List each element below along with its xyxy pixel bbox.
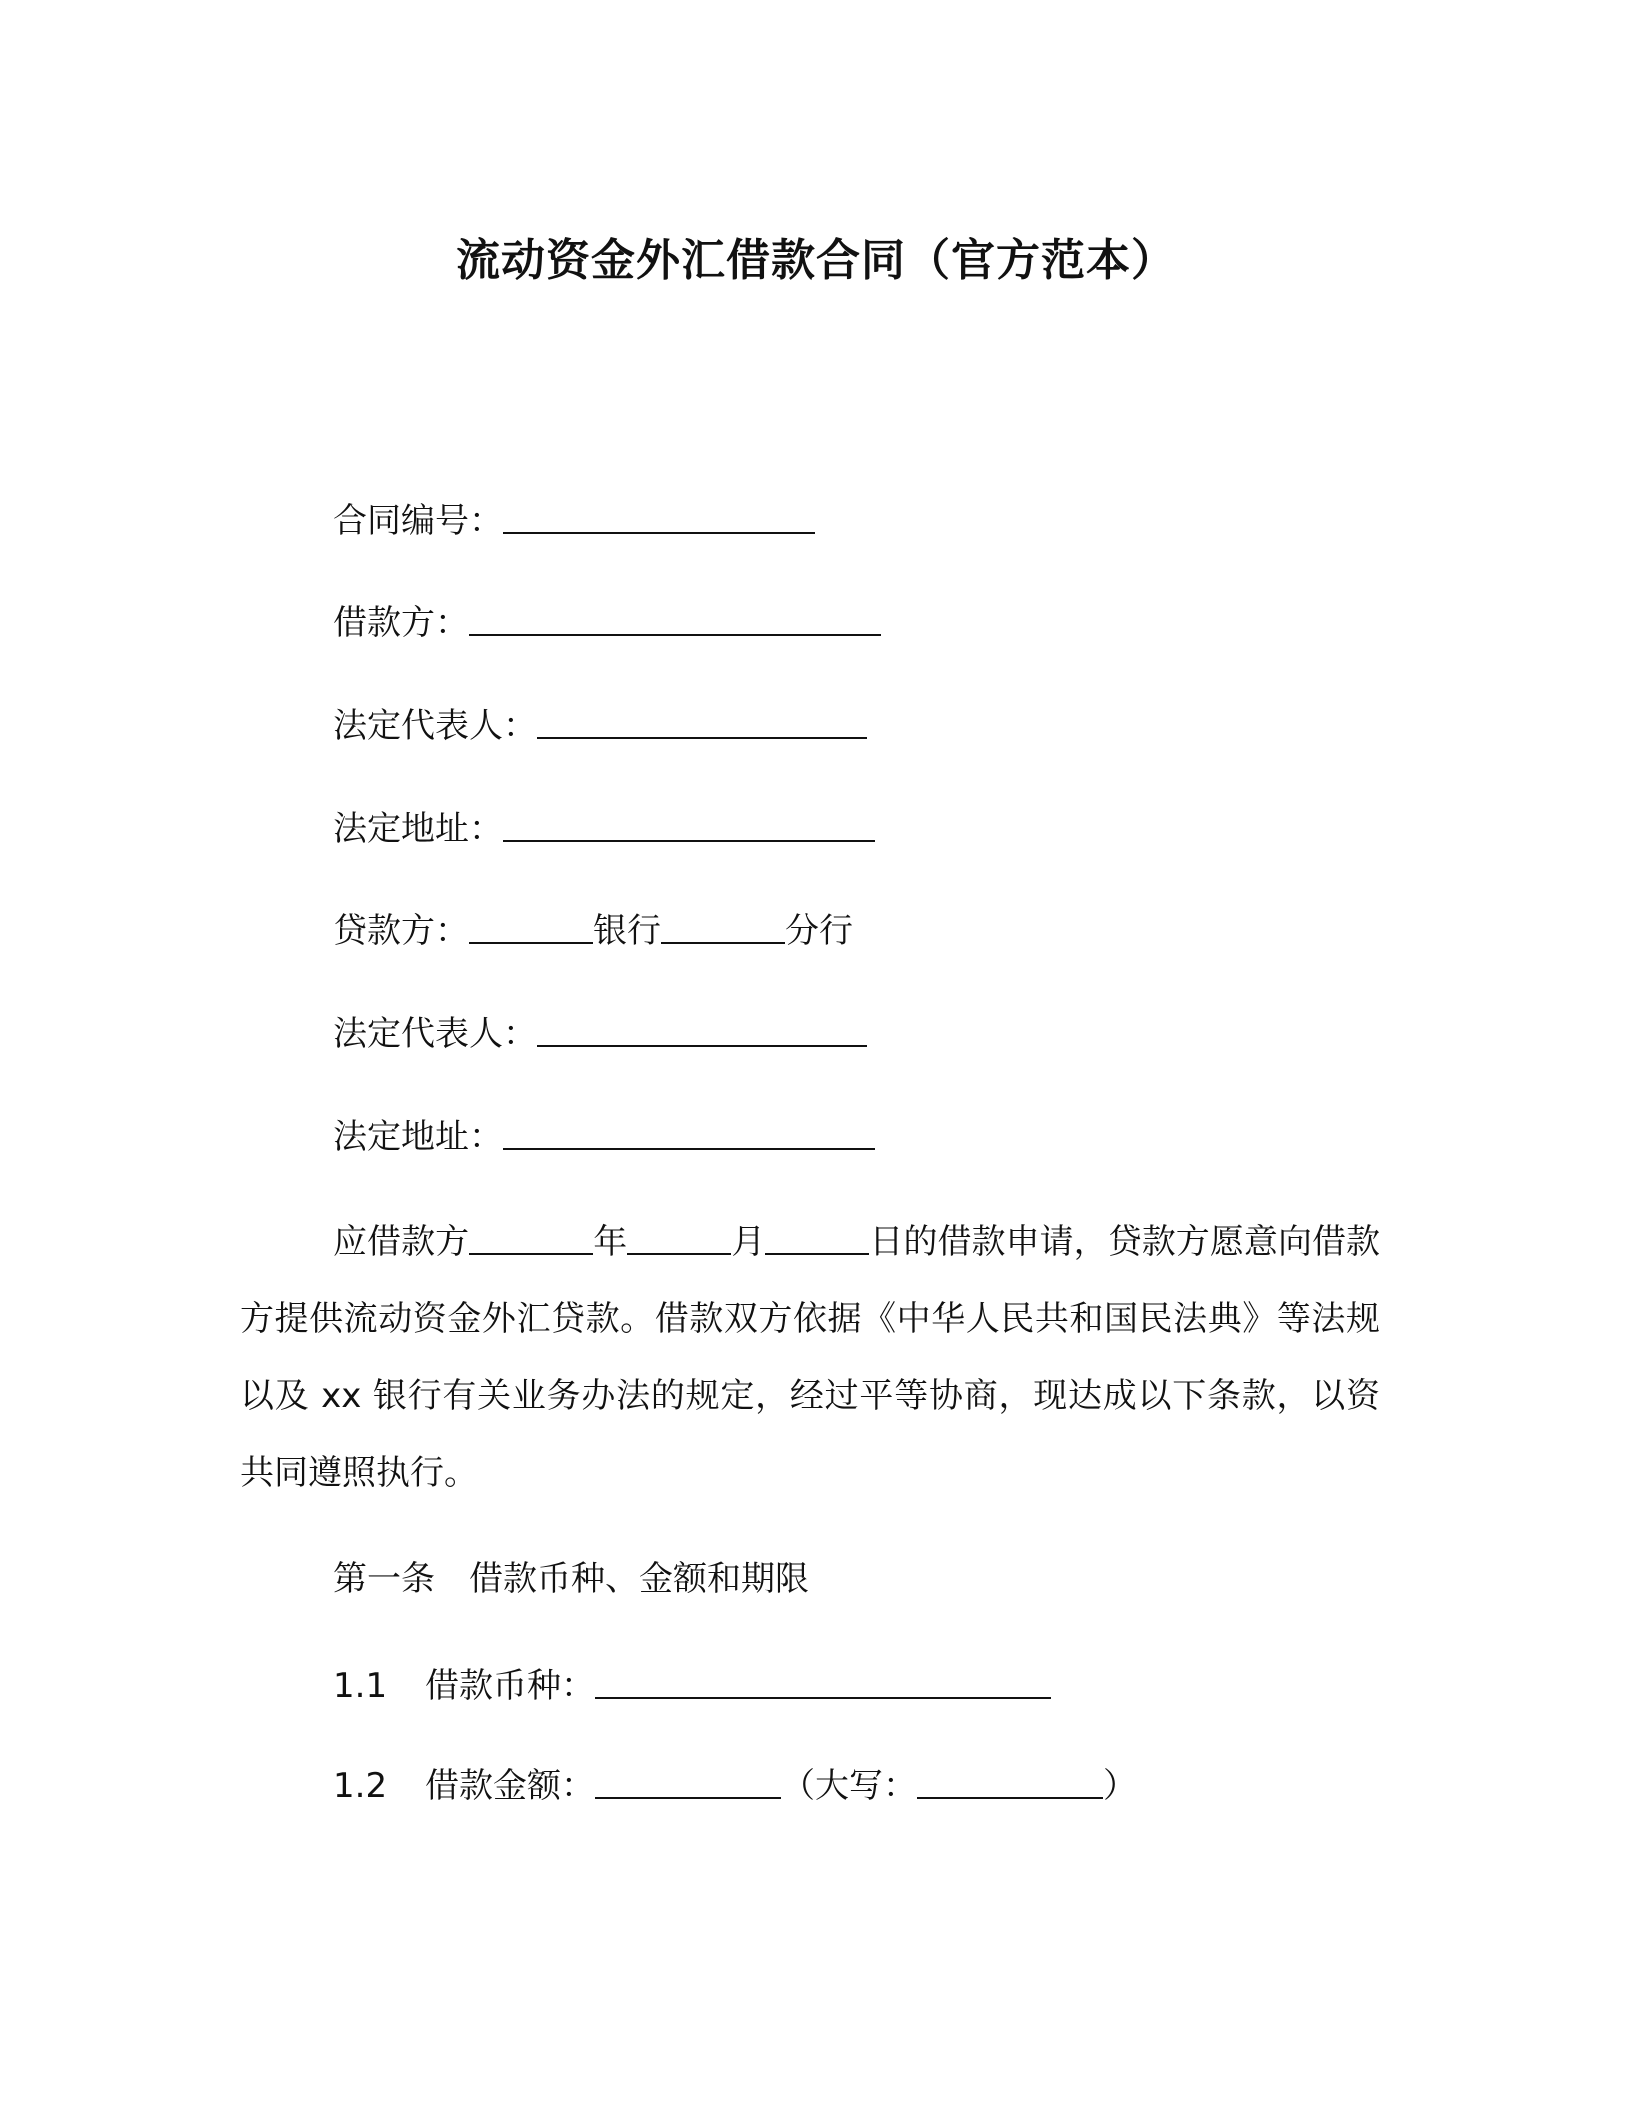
item-1-1-number: 1.1	[333, 1666, 388, 1706]
intro-year-blank	[469, 1223, 593, 1255]
borrower-blank	[469, 604, 881, 636]
contract-number-line	[333, 501, 815, 541]
lender-address-label: 法定地址：	[333, 1117, 503, 1157]
document-title: 流动资金外汇借款合同（官方范本）	[456, 235, 1176, 286]
contract-number-label: 合同编号：	[333, 501, 503, 541]
lender-label: 贷款方：	[333, 911, 469, 951]
borrower-address-label: 法定地址：	[333, 809, 503, 849]
lender-bank-text: 银行	[593, 911, 661, 951]
lender-line	[333, 911, 853, 951]
intro-day-blank	[765, 1223, 869, 1255]
amount-blank	[595, 1767, 781, 1799]
borrower-rep-blank	[537, 707, 867, 739]
borrower-rep-line	[333, 706, 867, 746]
item-1-2-label: 借款金额：	[425, 1766, 595, 1806]
lender-address-blank	[503, 1118, 875, 1150]
lender-branch-blank	[661, 912, 785, 944]
amount-caps-blank	[917, 1767, 1103, 1799]
lender-rep-line	[333, 1014, 867, 1054]
intro-part1: 应借款方	[333, 1222, 470, 1262]
borrower-rep-label: 法定代表人：	[333, 706, 537, 746]
lender-address-line	[333, 1117, 875, 1157]
lender-rep-label: 法定代表人：	[333, 1014, 537, 1054]
article-1-heading: 第一条 借款币种、金额和期限	[333, 1559, 809, 1599]
borrower-line	[333, 603, 881, 643]
intro-month-blank	[627, 1223, 731, 1255]
intro-month: 月	[731, 1222, 766, 1262]
lender-rep-blank	[537, 1015, 867, 1047]
borrower-address-blank	[503, 810, 875, 842]
amount-caps-close: ）	[1103, 1766, 1137, 1806]
currency-blank	[595, 1667, 1051, 1699]
item-1-2-number: 1.2	[333, 1766, 388, 1806]
article-1-item-1	[333, 1666, 1051, 1706]
item-1-1-label: 借款币种：	[425, 1666, 595, 1706]
lender-branch-text: 分行	[785, 911, 853, 951]
amount-caps-open: （大写：	[781, 1766, 917, 1806]
intro-year: 年	[593, 1222, 628, 1262]
borrower-address-line	[333, 809, 875, 849]
intro-paragraph	[240, 1204, 1380, 1512]
intro-part2: 日的借款申请，贷款方愿意向借款方提供流动资金外汇贷款。借款双方依据《中华人民共和国民法典》等法规以及 xx 银行有关业务办法的规定，经过平等协商，现达成以下条款，以资共同遵照执行。	[240, 1222, 1381, 1493]
lender-bank-blank	[469, 912, 593, 944]
contract-number-blank	[503, 502, 815, 534]
borrower-label: 借款方：	[333, 603, 469, 643]
article-1-item-2	[333, 1766, 1137, 1806]
